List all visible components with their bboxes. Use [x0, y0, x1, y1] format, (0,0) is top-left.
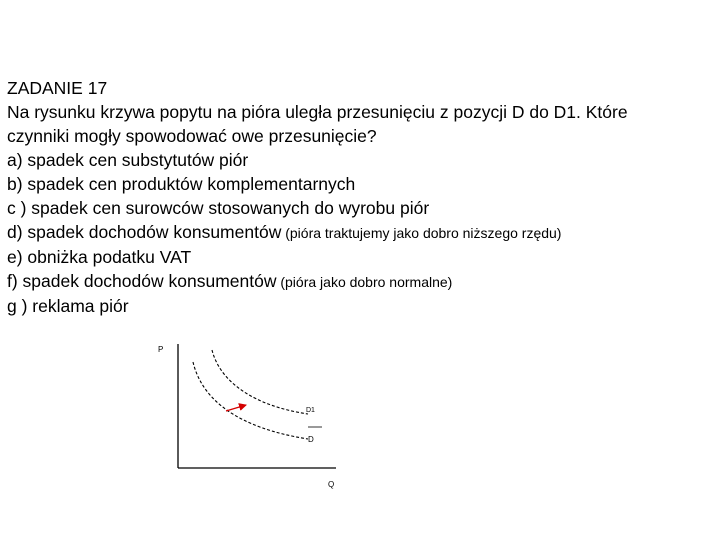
option-d-note: (pióra traktujemy jako dobro niższego rzędu) — [281, 225, 562, 241]
option-f-note: (pióra jako dobro normalne) — [276, 274, 453, 290]
option-a-text: a) spadek cen substytutów piór — [7, 150, 249, 170]
demand-shift-diagram — [150, 338, 350, 493]
option-c-text: c ) spadek cen surowców stosowanych do wyrobu piór — [7, 198, 430, 218]
curve-d-label: D — [308, 435, 314, 444]
option-e-text: e) obniżka podatku VAT — [7, 247, 192, 267]
option-g-text: g ) reklama piór — [7, 296, 129, 316]
option-a — [7, 148, 717, 172]
option-f — [7, 269, 717, 294]
diagram-svg — [150, 338, 350, 493]
option-d — [7, 220, 717, 245]
option-c — [7, 196, 717, 220]
option-d-text: d) spadek dochodów konsumentów — [7, 222, 282, 242]
task-text — [7, 76, 717, 318]
question-line-2: czynniki mogły spowodować owe przesunięcie? — [7, 126, 377, 146]
task-title: ZADANIE 17 — [7, 78, 108, 98]
demand-curve-d1 — [212, 350, 308, 414]
option-b — [7, 172, 717, 196]
option-f-text: f) spadek dochodów konsumentów — [7, 271, 277, 291]
demand-curve-d — [193, 362, 308, 439]
x-axis-label: Q — [328, 480, 335, 489]
option-b-text: b) spadek cen produktów komplementarnych — [7, 174, 356, 194]
curve-d1-label: D1 — [306, 407, 315, 414]
option-e — [7, 245, 717, 269]
question-line-1: Na rysunku krzywa popytu na pióra uległa przesunięciu z pozycji D do D1. Które — [7, 102, 628, 122]
y-axis-label: P — [158, 345, 164, 354]
option-g — [7, 294, 717, 318]
shift-arrow — [226, 405, 246, 411]
